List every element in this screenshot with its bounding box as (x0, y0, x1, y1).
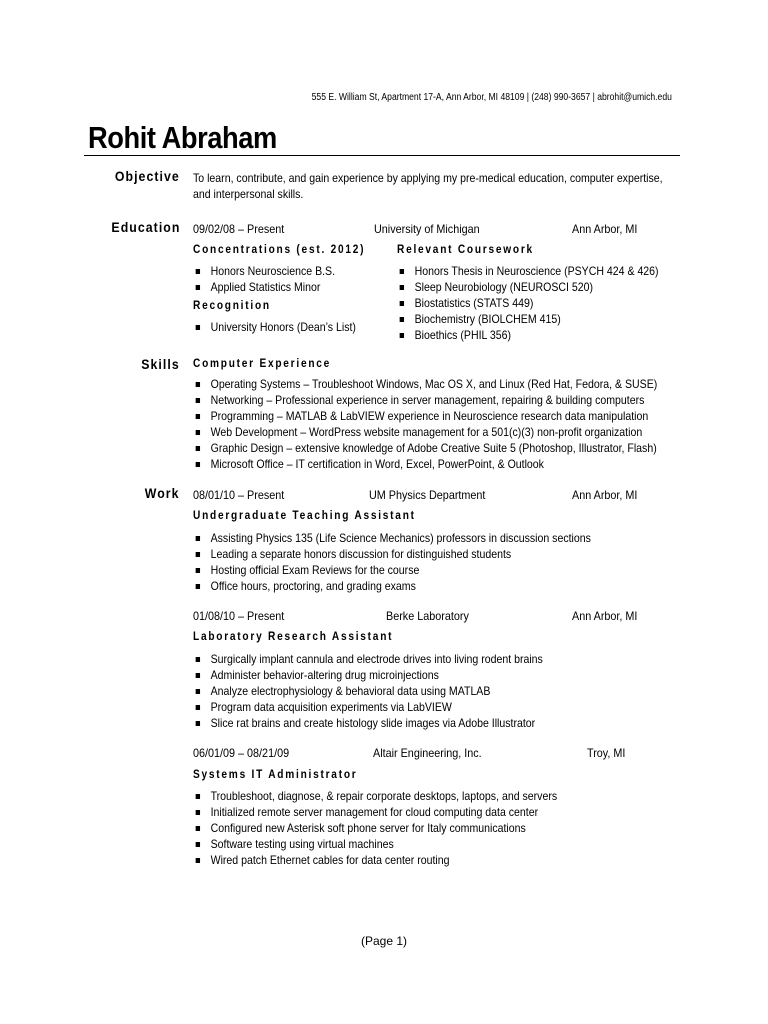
list-item: Graphic Design – extensive knowledge of Adobe Creative Suite 5 (Photoshop, Illustrator, Flash) (193, 440, 657, 456)
section-label-objective: Objective (115, 168, 180, 184)
job-organization: UM Physics Department (369, 488, 486, 502)
list-item: Troubleshoot, diagnose, & repair corporate desktops, laptops, and servers (193, 788, 557, 804)
list-item: Biochemistry (BIOLCHEM 415) (397, 311, 659, 327)
page-number: (Page 1) (360, 934, 408, 948)
list-item: Initialized remote server management for cloud computing data center (193, 804, 557, 820)
list-item: Slice rat brains and create histology slide images via Adobe Illustrator (193, 715, 543, 731)
skills-list (193, 376, 657, 472)
applicant-name: Rohit Abraham (88, 120, 277, 155)
job-dates: 06/01/09 – 08/21/09 (193, 746, 290, 760)
education-school: University of Michigan (374, 222, 480, 236)
objective-text: To learn, contribute, and gain experience by applying my pre-medical education, computer expertise, and interpersonal skills. (193, 171, 663, 201)
list-item: Sleep Neurobiology (NEUROSCI 520) (397, 279, 659, 295)
job-title: Systems IT Administrator (193, 769, 358, 781)
list-item: Bioethics (PHIL 356) (397, 327, 659, 343)
list-item: Leading a separate honors discussion for distinguished students (193, 546, 591, 562)
list-item: Biostatistics (STATS 449) (397, 295, 659, 311)
list-item: Honors Thesis in Neuroscience (PSYCH 424 & 426) (397, 263, 659, 279)
list-item: Wired patch Ethernet cables for data center routing (193, 852, 557, 868)
list-item: Administer behavior-altering drug microinjections (193, 667, 543, 683)
recognition-list (193, 319, 356, 335)
computer-experience-heading: Computer Experience (193, 358, 332, 370)
list-item: Operating Systems – Troubleshoot Windows, Mac OS X, and Linux (Red Hat, Fedora, & SUSE) (193, 376, 657, 392)
job-dates: 01/08/10 – Present (193, 609, 285, 623)
section-label-work: Work (145, 485, 180, 501)
list-item: Configured new Asterisk soft phone server for Italy communications (193, 820, 557, 836)
concentrations-list (193, 263, 335, 295)
job-organization: Altair Engineering, Inc. (373, 746, 482, 760)
education-dates: 09/02/08 – Present (193, 222, 285, 236)
contact-line: 555 E. William St, Apartment 17-A, Ann Arbor, MI 48109 | (248) 990-3657 | abrohit@umich.edu (311, 92, 672, 103)
list-item: Software testing using virtual machines (193, 836, 557, 852)
job-location: Troy, MI (587, 746, 626, 760)
job-duties-list (193, 651, 543, 731)
job-title: Undergraduate Teaching Assistant (193, 510, 416, 522)
section-label-education: Education (110, 219, 180, 235)
job-location: Ann Arbor, MI (572, 609, 638, 623)
coursework-heading: Relevant Coursework (397, 244, 534, 256)
list-item: Hosting official Exam Reviews for the course (193, 562, 591, 578)
recognition-heading: Recognition (193, 300, 271, 312)
job-duties-list (193, 788, 557, 868)
list-item: Surgically implant cannula and electrode drives into living rodent brains (193, 651, 543, 667)
list-item: Programming – MATLAB & LabVIEW experience in Neuroscience research data manipulation (193, 408, 657, 424)
header-divider (84, 155, 680, 156)
job-organization: Berke Laboratory (386, 609, 469, 623)
section-label-skills: Skills (141, 356, 180, 372)
list-item: Applied Statistics Minor (193, 279, 335, 295)
list-item: Program data acquisition experiments via LabVIEW (193, 699, 543, 715)
list-item: Web Development – WordPress website management for a 501(c)(3) non-profit organization (193, 424, 657, 440)
list-item: Office hours, proctoring, and grading exams (193, 578, 591, 594)
list-item: University Honors (Dean’s List) (193, 319, 356, 335)
list-item: Honors Neuroscience B.S. (193, 263, 335, 279)
list-item: Assisting Physics 135 (Life Science Mechanics) professors in discussion sections (193, 530, 591, 546)
list-item: Networking – Professional experience in server management, repairing & building computers (193, 392, 657, 408)
concentrations-heading: Concentrations (est. 2012) (193, 244, 366, 256)
list-item: Microsoft Office – IT certification in Word, Excel, PowerPoint, & Outlook (193, 456, 657, 472)
job-dates: 08/01/10 – Present (193, 488, 285, 502)
job-title: Laboratory Research Assistant (193, 631, 394, 643)
education-location: Ann Arbor, MI (572, 222, 638, 236)
list-item: Analyze electrophysiology & behavioral data using MATLAB (193, 683, 543, 699)
job-location: Ann Arbor, MI (572, 488, 638, 502)
job-duties-list (193, 530, 591, 594)
coursework-list (397, 263, 659, 343)
